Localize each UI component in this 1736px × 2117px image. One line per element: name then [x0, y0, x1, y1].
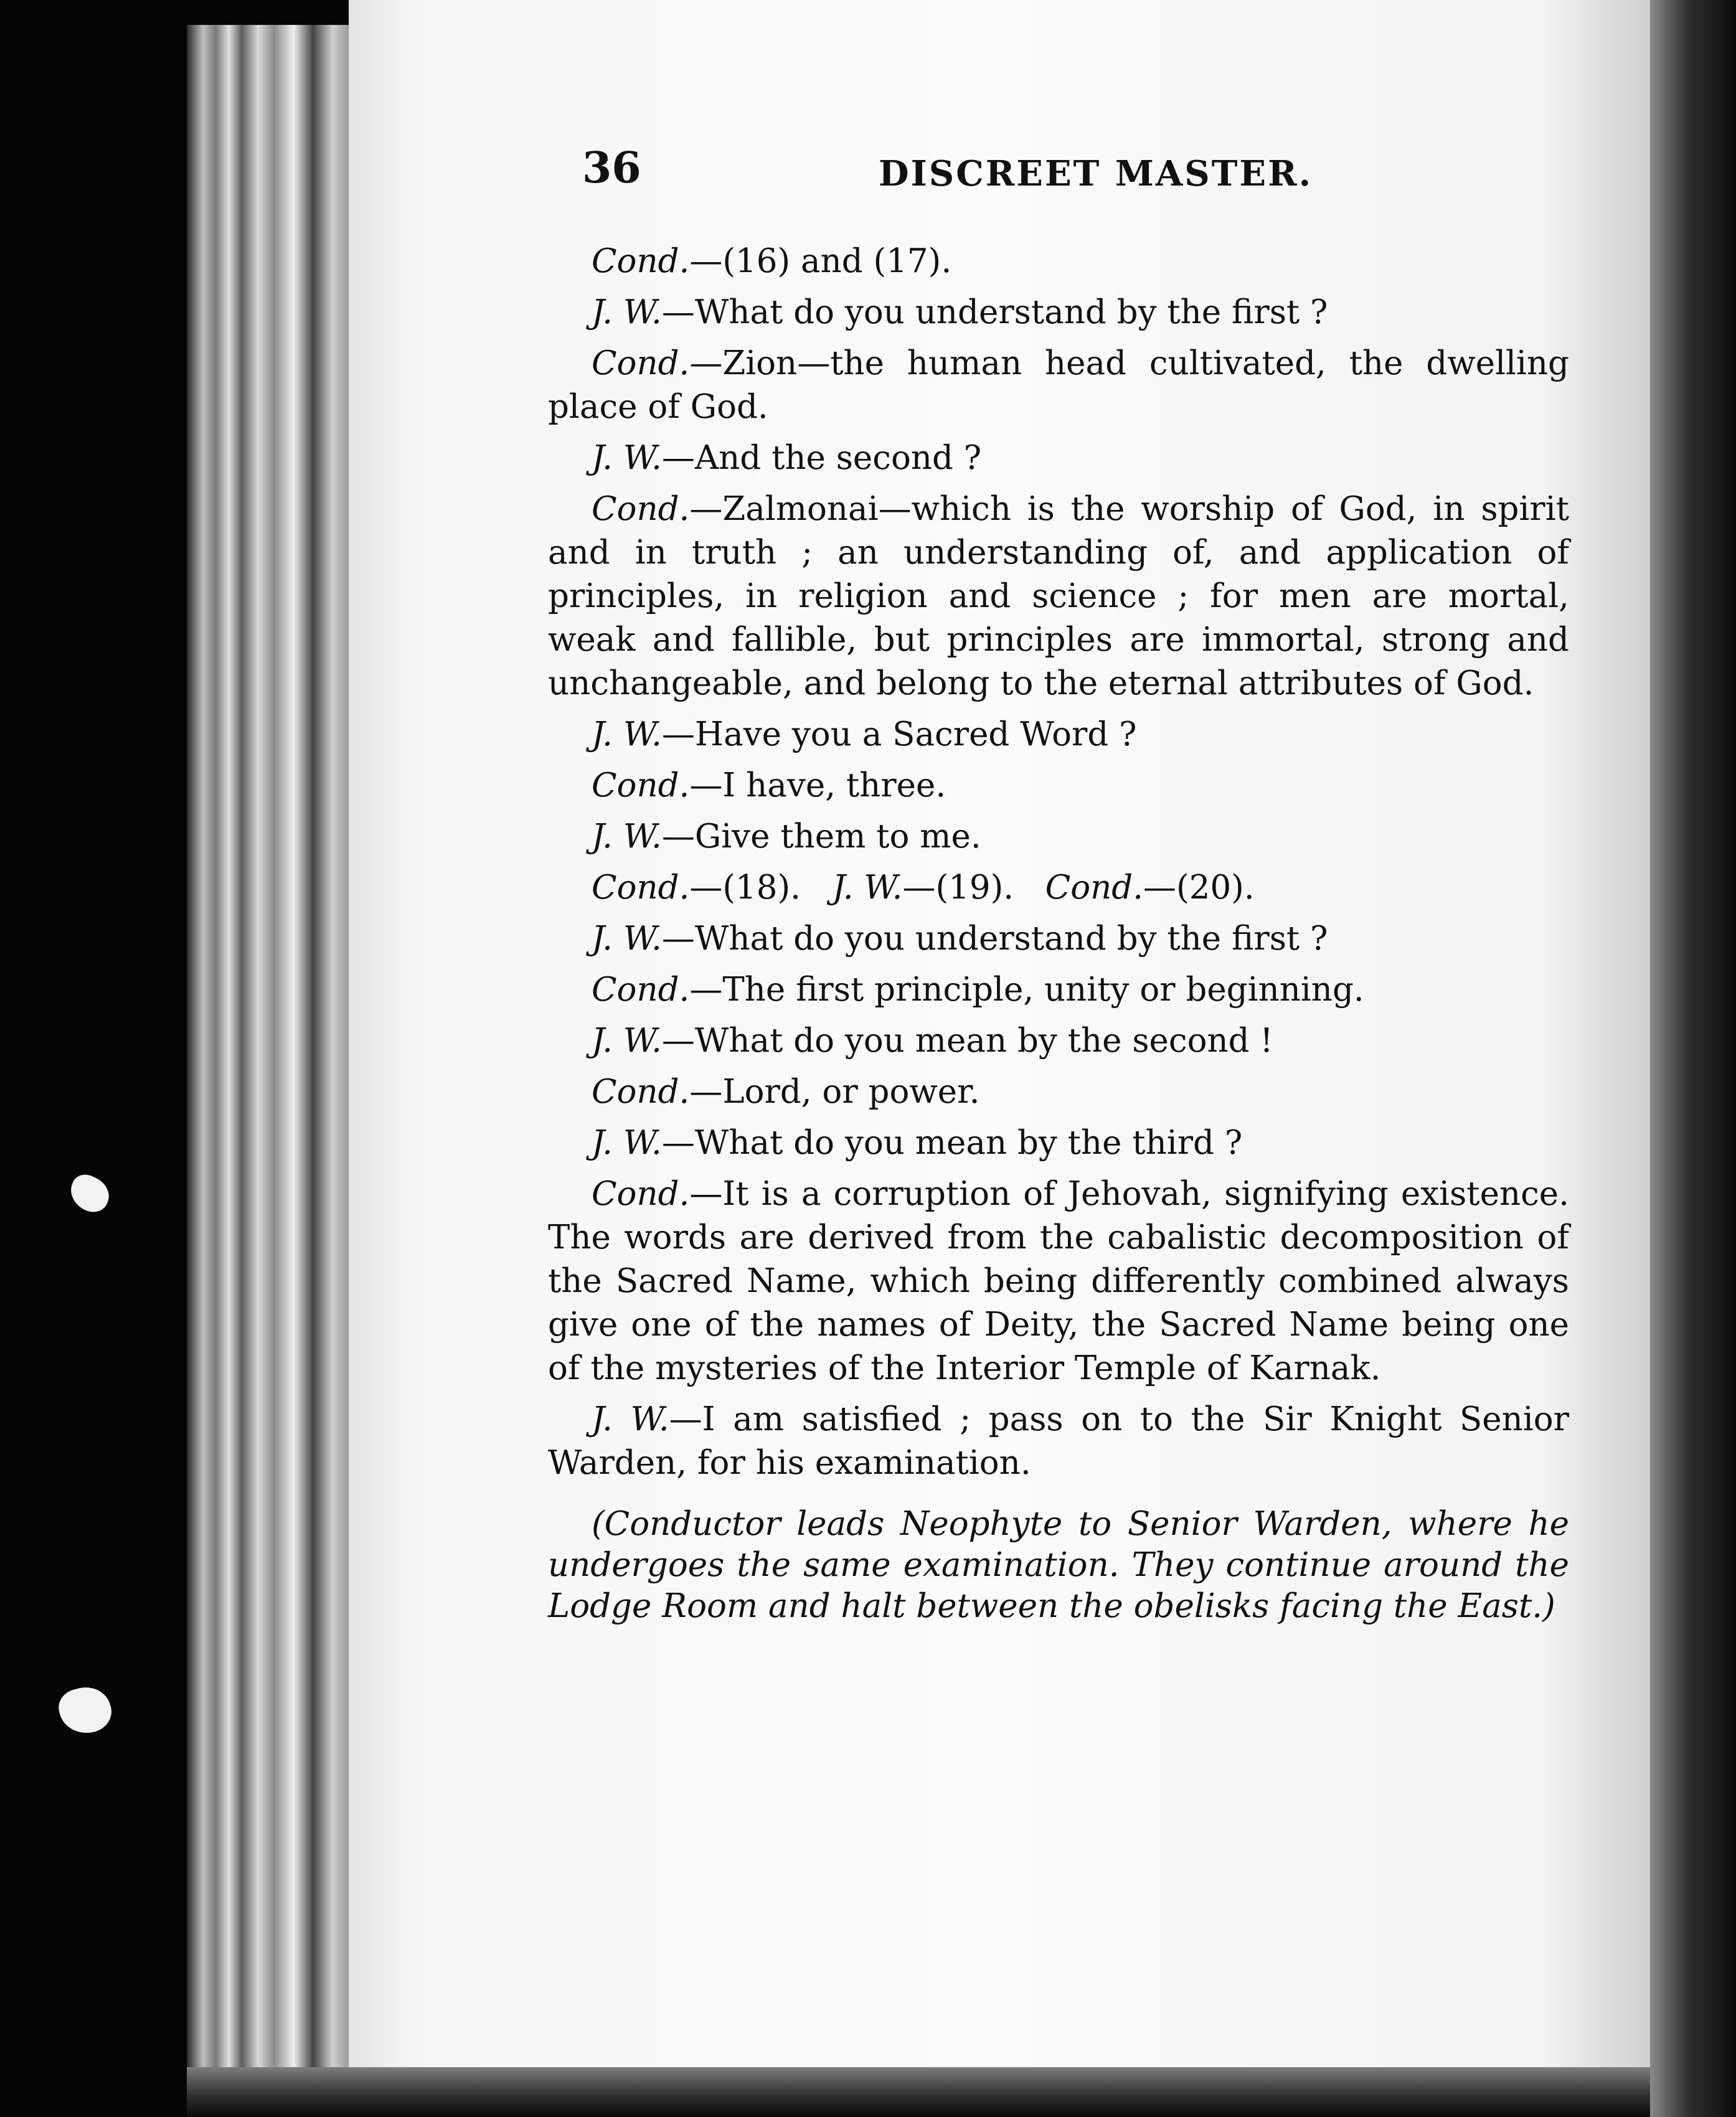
speaker: J. W.: [592, 920, 662, 958]
speaker: J. W.: [832, 869, 903, 907]
line-text: —Zion—the human head cultivated, the dwelling place of God.: [548, 344, 1569, 426]
page-edges: [187, 25, 349, 2073]
dialogue-line: [548, 1070, 1569, 1114]
page-number: 36: [582, 143, 641, 193]
line-text: —What do you mean by the third ?: [661, 1124, 1243, 1162]
speaker: Cond.: [592, 869, 690, 907]
dialogue-line: [548, 1019, 1569, 1063]
scan-speck: [55, 1682, 116, 1740]
running-title: DISCREET MASTER.: [879, 153, 1313, 194]
speaker: Cond.: [592, 971, 690, 1009]
dialogue-line: [548, 764, 1569, 808]
dialogue-line: [548, 815, 1569, 859]
dialogue-line: [548, 713, 1569, 757]
line-text: —I am satisfied ; pass on to the Sir Knight Senior Warden, for his examination.: [548, 1400, 1569, 1482]
speaker: J. W.: [592, 293, 662, 331]
scan-speck: [65, 1170, 115, 1217]
line-text: —Lord, or power.: [689, 1073, 980, 1111]
speaker: Cond.: [592, 1073, 690, 1111]
page-header: [582, 143, 1313, 199]
dialogue-line: [548, 1398, 1569, 1485]
speaker: J. W.: [592, 439, 662, 477]
stage-direction: (Conductor leads Neophyte to Senior Warden, where he undergoes the same examination. They continue around the Lodge Room and halt between the obelisks facing the East.): [548, 1505, 1569, 1625]
speaker: Cond.: [592, 344, 690, 382]
line-text: —What do you mean by the second !: [661, 1022, 1273, 1060]
line-text: —(20).: [1143, 869, 1255, 907]
speaker: J. W.: [592, 818, 662, 856]
line-text: —(16) and (17).: [689, 242, 952, 280]
line-text: —What do you understand by the first ?: [661, 920, 1328, 958]
dialogue-line: [548, 917, 1569, 961]
speaker: J. W.: [592, 715, 662, 753]
line-text: —(19).: [902, 869, 1014, 907]
line-text: —(18).: [689, 869, 801, 907]
speaker: Cond.: [592, 1175, 690, 1213]
line-text: —The first principle, unity or beginning.: [689, 971, 1364, 1009]
bottom-shadow: [187, 2067, 1650, 2117]
speaker: Cond.: [592, 490, 690, 528]
speaker: Cond.: [592, 766, 690, 804]
line-text: —Give them to me.: [661, 818, 981, 856]
dialogue-line: [548, 488, 1569, 705]
dialogue-line: [548, 1172, 1569, 1390]
line-text: —It is a corruption of Jehovah, signifying existence. The words are derived from the cabalistic decomposition of the Sacred Name, which being differently combined always give one of the names of Deity, the Sacred Name being one of the mysteries of the Interior Temple of Karnak.: [548, 1175, 1569, 1387]
line-text: —What do you understand by the first ?: [661, 293, 1328, 331]
dialogue-line: [548, 240, 1569, 283]
speaker: J. W.: [592, 1400, 669, 1438]
dialogue-line: [548, 1121, 1569, 1165]
dialogue-line-triple: [548, 866, 1569, 910]
speaker: J. W.: [592, 1124, 662, 1162]
speaker: J. W.: [592, 1022, 662, 1060]
dialogue-line: [548, 291, 1569, 334]
line-text: —Have you a Sacred Word ?: [661, 715, 1137, 753]
speaker: Cond.: [592, 242, 690, 280]
dialogue-line: [548, 436, 1569, 480]
dialogue-line: [548, 968, 1569, 1012]
speaker: Cond.: [1045, 869, 1144, 907]
line-text: —And the second ?: [661, 439, 982, 477]
page-body: [548, 240, 1569, 1634]
dialogue-line: [548, 342, 1569, 429]
line-text: —I have, three.: [689, 766, 946, 804]
line-text: —Zalmonai—which is the worship of God, in spirit and in truth ; an understanding of, and application of principles, in religion and science ; for men are mortal, weak and fallible, but principles are immortal, strong and unchangeable, and belong to the eternal attributes of God.: [548, 490, 1569, 702]
binding-shadow: [1650, 0, 1736, 2117]
